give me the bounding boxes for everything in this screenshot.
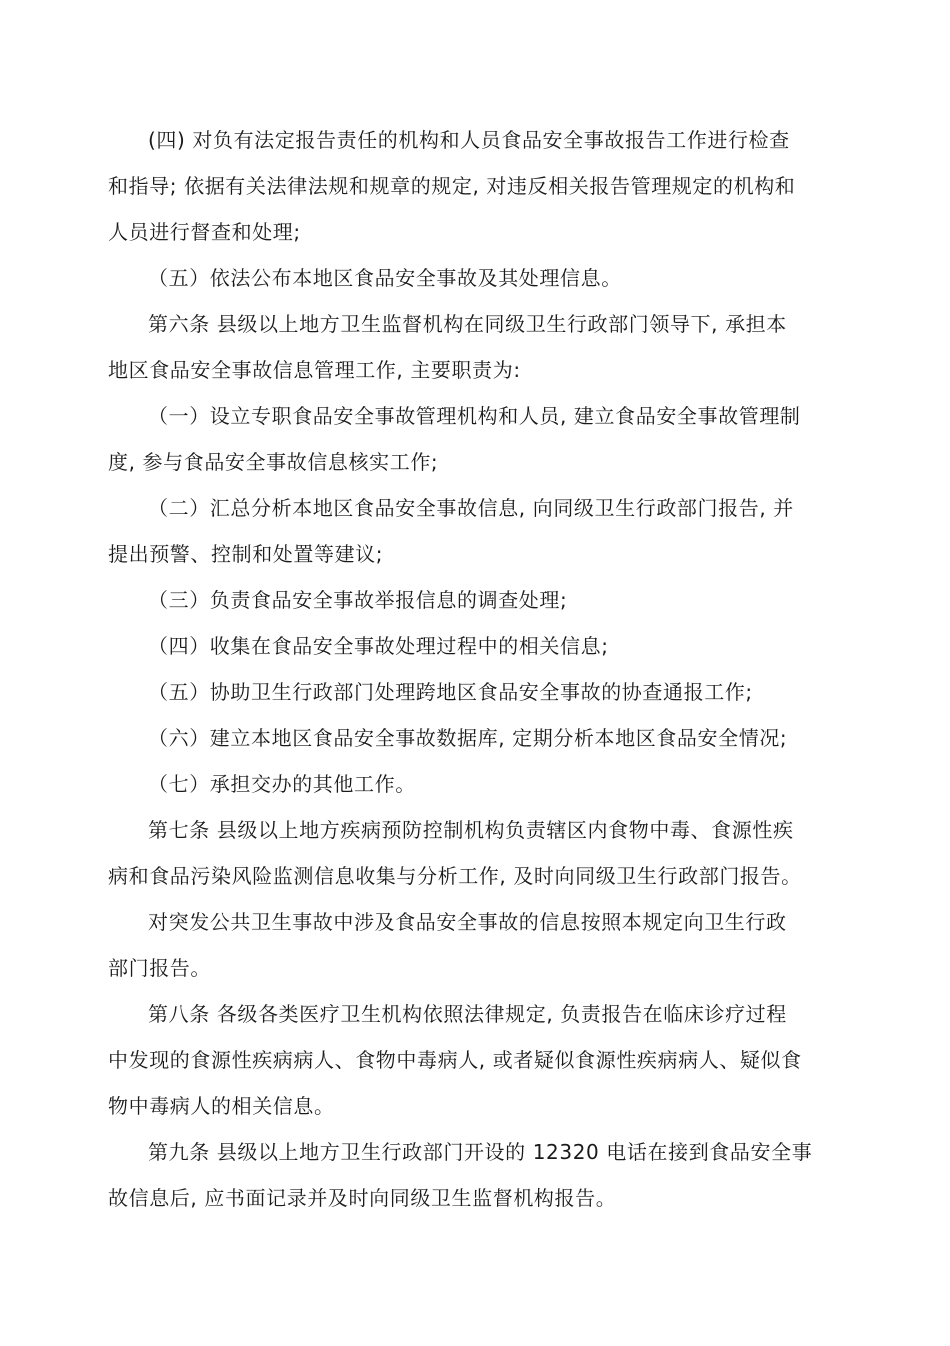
paragraph-line: （二）汇总分析本地区食品安全事故信息, 向同级卫生行政部门报告, 并	[148, 496, 794, 520]
paragraph-line: （三）负责食品安全事故举报信息的调查处理;	[148, 588, 568, 612]
article-line: 第八条 各级各类医疗卫生机构依照法律规定, 负责报告在临床诊疗过程	[148, 1002, 787, 1026]
paragraph-line: 人员进行督查和处理;	[108, 220, 301, 244]
paragraph-line: (四) 对负有法定报告责任的机构和人员食品安全事故报告工作进行检查	[148, 128, 790, 152]
article-line: 病和食品污染风险监测信息收集与分析工作, 及时向同级卫生行政部门报告。	[108, 864, 802, 888]
paragraph-line: （四）收集在食品安全事故处理过程中的相关信息;	[148, 634, 609, 658]
paragraph-line: （五）协助卫生行政部门处理跨地区食品安全事故的协查通报工作;	[148, 680, 753, 704]
article-line: 地区食品安全事故信息管理工作, 主要职责为:	[108, 358, 521, 382]
article-line: 第七条 县级以上地方疾病预防控制机构负责辖区内食物中毒、食源性疾	[148, 818, 794, 842]
paragraph-line: （六）建立本地区食品安全事故数据库, 定期分析本地区食品安全情况;	[148, 726, 788, 750]
article-line: 第九条 县级以上地方卫生行政部门开设的 12320 电话在接到食品安全事	[148, 1140, 813, 1164]
paragraph-line: （五）依法公布本地区食品安全事故及其处理信息。	[148, 266, 622, 290]
paragraph-line: 部门报告。	[108, 956, 211, 980]
article-line: 中发现的食源性疾病病人、食物中毒病人, 或者疑似食源性疾病病人、疑似食	[108, 1048, 802, 1072]
article-line: 物中毒病人的相关信息。	[108, 1094, 335, 1118]
article-line: 故信息后, 应书面记录并及时向同级卫生监督机构报告。	[108, 1186, 617, 1210]
paragraph-line: 度, 参与食品安全事故信息核实工作;	[108, 450, 439, 474]
paragraph-line: （一）设立专职食品安全事故管理机构和人员, 建立食品安全事故管理制	[148, 404, 801, 428]
paragraph-line: 对突发公共卫生事故中涉及食品安全事故的信息按照本规定向卫生行政	[148, 910, 787, 934]
article-line: 第六条 县级以上地方卫生监督机构在同级卫生行政部门领导下, 承担本	[148, 312, 787, 336]
paragraph-line: 和指导; 依据有关法律法规和规章的规定, 对违反相关报告管理规定的机构和	[108, 174, 796, 198]
paragraph-line: 提出预警、控制和处置等建议;	[108, 542, 384, 566]
paragraph-line: （七）承担交办的其他工作。	[148, 772, 416, 796]
